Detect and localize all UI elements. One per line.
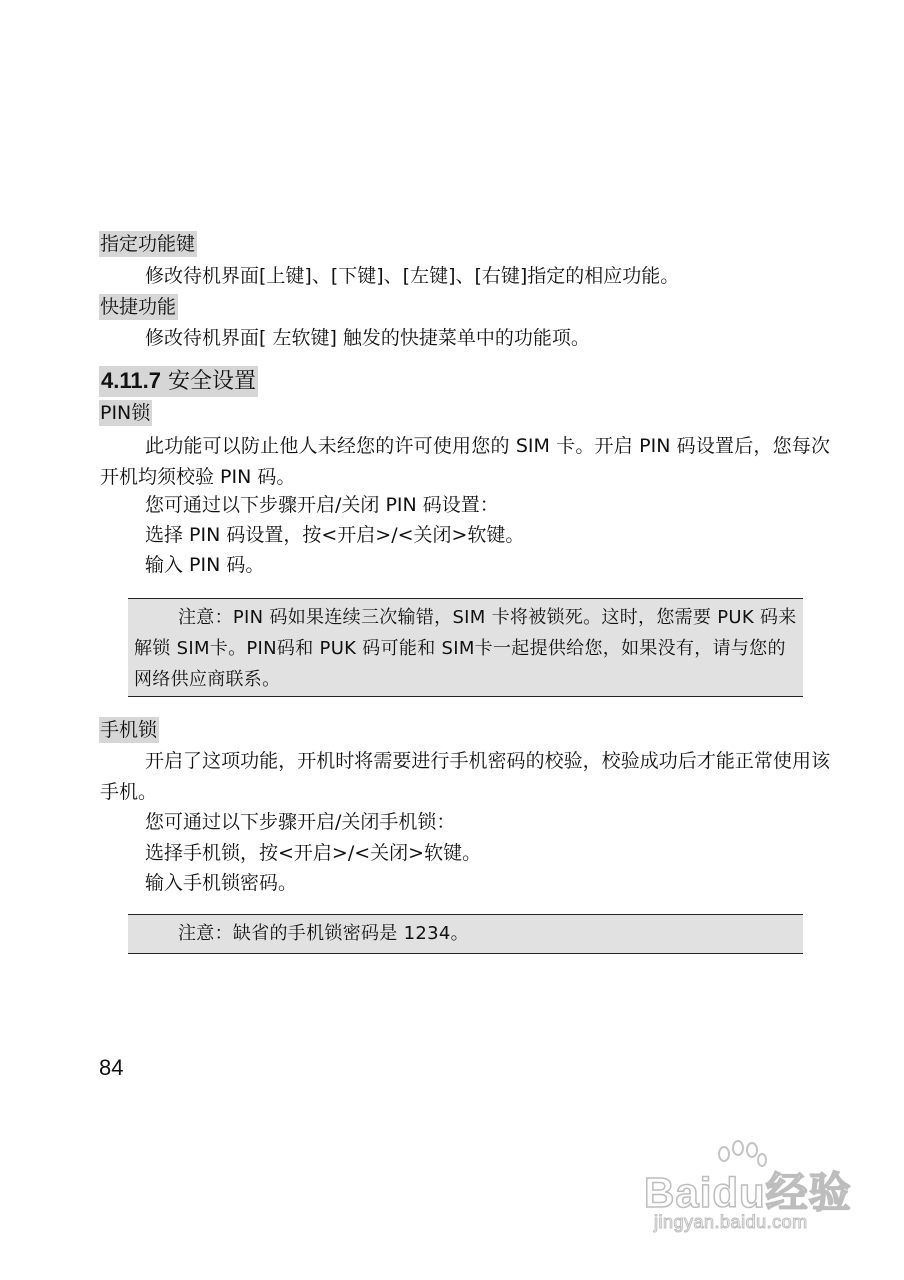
phone-lock-step-1: 您可通过以下步骤开启/关闭手机锁： xyxy=(145,811,456,833)
heading-phone-lock: 手机锁 xyxy=(100,719,158,741)
pin-step-1: 您可通过以下步骤开启/关闭 PIN 码设置： xyxy=(145,494,499,516)
phone-lock-step-3: 输入手机锁密码。 xyxy=(145,872,298,894)
text-shortcut-function: 修改待机界面[ 左软键] 触发的快捷菜单中的功能项。 xyxy=(145,327,590,349)
phone-lock-note-text: 注意：缺省的手机锁密码是 1234。 xyxy=(178,923,469,944)
section-title-text: 安全设置 xyxy=(167,369,256,394)
watermark-logo: Baidu经验 xyxy=(644,1169,852,1216)
section-number: 4.11.7 xyxy=(101,368,161,393)
pin-note-box xyxy=(128,598,803,697)
text-assign-function-keys: 修改待机界面[上键]、[下键]、[左键]、[右键]指定的相应功能。 xyxy=(145,265,680,287)
pin-step-3: 输入 PIN 码。 xyxy=(145,554,265,576)
heading-shortcut-function: 快捷功能 xyxy=(100,296,177,318)
section-title xyxy=(99,366,258,397)
pin-description: 此功能可以防止他人未经您的许可使用您的 SIM 卡。开启 PIN 码设置后，您每次开机均须校验 PIN 码。 xyxy=(100,435,830,488)
pin-step-2: 选择 PIN 码设置，按<开启>/<关闭>软键。 xyxy=(145,524,525,546)
pin-note-text: 注意：PIN 码如果连续三次输错，SIM 卡将被锁死。这时，您需要 PUK 码来解锁 SIM卡。PIN码和 PUK 码可能和 SIM卡一起提供给您，如果没有，请与您的网络供应商联系。 xyxy=(134,607,797,690)
page-number: 84 xyxy=(99,1055,124,1080)
phone-lock-note-box xyxy=(128,914,803,954)
phone-lock-step-2: 选择手机锁，按<开启>/<关闭>软键。 xyxy=(145,842,482,864)
watermark-url: jingyan.baidu.com xyxy=(654,1212,808,1232)
heading-assign-function-keys: 指定功能键 xyxy=(100,233,196,255)
heading-pin-lock: PIN锁 xyxy=(100,402,151,424)
phone-lock-description: 开启了这项功能，开机时将需要进行手机密码的校验，校验成功后才能正常使用该手机。 xyxy=(100,750,830,803)
